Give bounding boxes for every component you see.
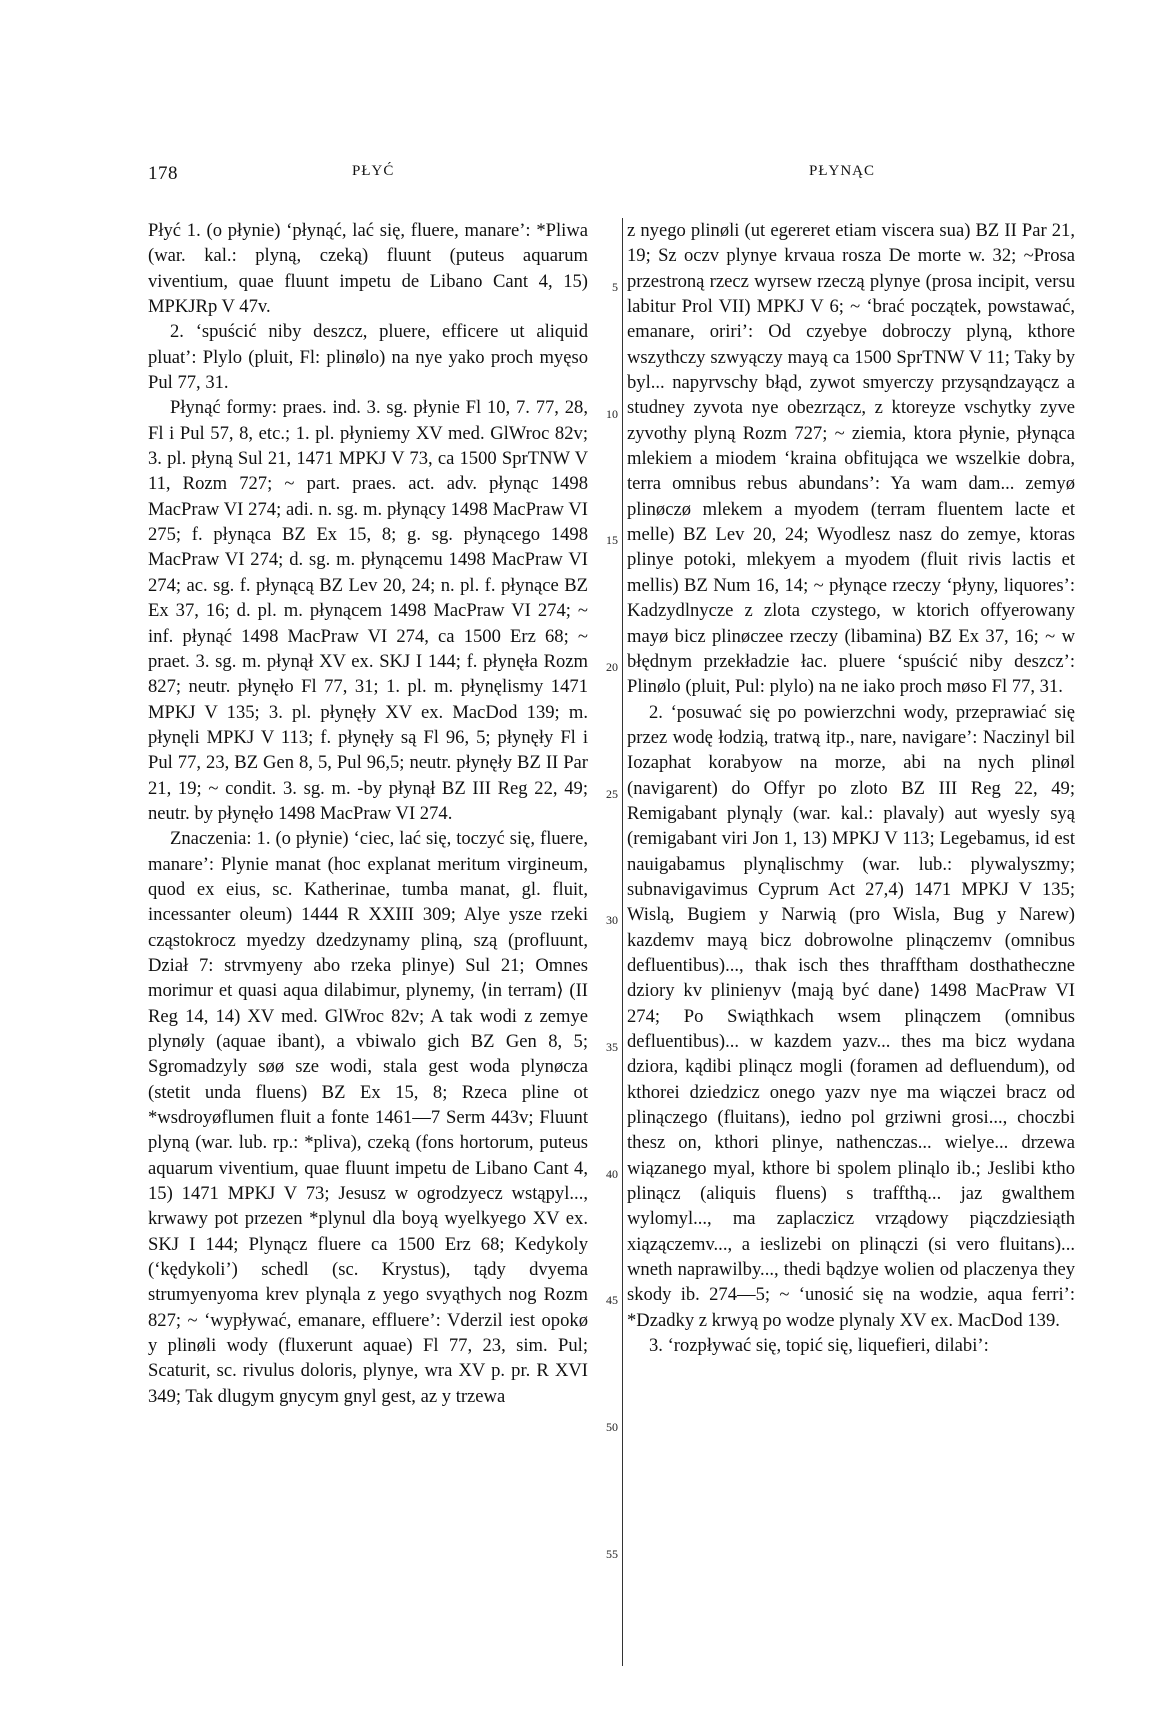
line-number: 50 bbox=[606, 1420, 618, 1434]
line-number: 40 bbox=[606, 1167, 618, 1181]
line-number: 5 bbox=[612, 280, 618, 294]
running-head-right: PŁYNĄC bbox=[809, 163, 876, 179]
entry-plyc-sense-1: Płyć 1. (o płynie) ʻpłynąć, lać się, fluere, manareʼ: *Pliwa (war. kal.: plyną, czeką) fluunt (puteus aquarum viventium, quae fluunt impetu de Libano Cant 4, 15) MPKJRp V 47v. bbox=[148, 220, 588, 318]
page-number: 178 bbox=[148, 163, 178, 184]
line-number: 30 bbox=[606, 913, 618, 927]
line-number-gutter bbox=[594, 218, 624, 1678]
entry-plynac-meanings-cont: z nyego plinøli (ut egereret etiam viscera sua) BZ II Par 21, 19; Sz oczv plynye krvaua rosza De morte w. 32; ~Prosa przestroną rzecz wyrsew rzeczą plynye (prosa incipit, versu labitur Prol VII) MPKJ V 6; ~ ʻbrać początek, powstawać, emanare, oririʼ: Od czyebye dobroczy plyną, kthore wszythczy szwyączy mayą ca 1500 SprTNW V 11; Taky by byl... napyrvschy błąd, zywot smyerczy przysąndzayącz a studney zyvota nye obezrzącz, z ktoreyze vschytky zyve zyvothy plyną Rozm 727; ~ ziemia, ktora płynie, płynąca mlekiem a miodem ʻkraina obfitująca we wszelkie dobra, terra omnibus rebus abundansʼ: Ya wam dam... zemyø plinøczø mlekem a myodem (terram fluentem lacte et melle) BZ Lev 20, 24; Wyodlesz nasz do zemye, ktoras plinye potoki, mlekyem a myodem (fluit rivis lactis et mellis) BZ Num 16, 14; ~ płynące rzeczy ʻpłyny, liquoresʼ: Kadzydlnycze z zlota czystego, w ktorich offyerowany mayø bicz plinøczee rzeczy (libamina) BZ Ex 37, 16; ~ w błędnym przekładzie łac. pluere ʻspuścić niby deszczʼ: Plinølo (pluit, Pul: plylo) na ne iako proch møso Fl 77, 31. bbox=[627, 220, 1075, 698]
line-number: 20 bbox=[606, 660, 618, 674]
running-head-left: PŁYĆ bbox=[352, 163, 395, 179]
line-number: 35 bbox=[606, 1040, 618, 1054]
line-number: 25 bbox=[606, 787, 618, 801]
entry-plynac-sense-3: 3. ʻrozpływać się, topić się, liquefieri, dilabiʼ: bbox=[649, 1335, 989, 1357]
line-number: 45 bbox=[606, 1293, 618, 1307]
entry-plyc-sense-2: 2. ʻspuścić niby deszcz, pluere, efficere ut aliquid pluatʼ: Plylo (pluit, Fl: plinølo) na nye yako proch myęso Pul 77, 31. bbox=[148, 321, 588, 394]
line-number: 15 bbox=[606, 533, 618, 547]
entry-plynac-meanings: Znaczenia: 1. (o płynie) ʻciec, lać się, toczyć się, fluere, manareʼ: Plynie manat (hoc explanat meritum virgineum, quod ex eius, sc. Katherinae, tumba manat, gl. fluit, incessanter oleum) 1444 R XXIII 309; Alye ysze rzeki cząstokrocz myedzy dzedzynamy pliną, szą (profluunt, Dział 7: strvmyeny abo rzeka plinye) Sul 21; Omnes morimur et quasi aqua dilabimur, plynemy, ⟨in terram⟩ (II Reg 14, 14) XV med. GlWroc 82v; A tak wodi z zemye plynøly (aquae ibant), a vbiwalo gich BZ Gen 8, 5; Sgromadzyly søø sze wodi, stala gest woda plynøcza (stetit unda fluens) BZ Ex 15, 8; Rzeca pline ot *wsdroyøflumen fluit a fonte 1461—7 Serm 443v; Fluunt plyną (war. lub. rp.: *pliva), czeką (fons hortorum, puteus aquarum viventium, quae fluunt impetu de Libano Cant 4, 15) 1471 MPKJ V 73; Jesusz w ogrodzyecz wstąpyl..., krwawy pot przezen *plynul dla boyą wyelkyego XV ex. SKJ I 144; Plynącz fluere ca 1500 Erz 68; Kedykoly (ʻkędykoliʼ) schedl (sc. Krystus), tądy dvyema strumyenyoma krev plynąla z yego svyąthych nog Rozm 827; ~ ʻwypływać, emanare, effluereʼ: Vderzil iest opokø y plinøli wody (fluxerunt aquae) Fl 77, 23, sim. Pul; Scaturit, sc. rivulus doloris, plynye, wra XV p. pr. R XVI 349; Tak dlugym gnycym gnyl gest, az y trzewa bbox=[148, 828, 588, 1407]
right-column bbox=[627, 218, 1075, 1678]
line-number: 55 bbox=[606, 1547, 618, 1561]
entry-plynac-forms: Płynąć formy: praes. ind. 3. sg. płynie Fl 10, 7. 77, 28, Fl i Pul 57, 8, etc.; 1. pl. płyniemy XV med. GlWroc 82v; 3. pl. płyną Sul 21, 1471 MPKJ V 73, ca 1500 SprTNW V 11, Rozm 727; ~ part. praes. act. adv. płynąc 1498 MacPraw VI 274; adi. n. sg. m. płynący 1498 MacPraw VI 275; f. płynąca BZ Ex 15, 8; g. sg. płynącego 1498 MacPraw VI 274; d. sg. m. płynącemu 1498 MacPraw VI 274; ac. sg. f. płynącą BZ Lev 20, 24; n. pl. f. płynące BZ Ex 37, 16; d. pl. m. płynącem 1498 MacPraw VI 274; ~ inf. płynąć 1498 MacPraw VI 274, ca 1500 Erz 68; ~ praet. 3. sg. m. płynął XV ex. SKJ I 144; f. płynęła Rozm 827; neutr. płynęło Fl 77, 31; 1. pl. m. płynęlismy 1471 MPKJ V 135; 3. pl. płynęły XV ex. MacDod 139; m. płynęli MPKJ V 113; f. płynęły są Fl 96, 5; płynęły Fl i Pul 77, 23, BZ Gen 8, 5, Pul 96,5; neutr. płynęły BZ II Par 21, 19; ~ condit. 3. sg. m. -by płynął BZ III Reg 22, 49; neutr. by płynęło 1498 MacPraw VI 274. bbox=[148, 397, 588, 824]
entry-plynac-sense-2: 2. ʻposuwać się po powierzchni wody, przeprawiać się przez wodę łodzią, tratwą itp., nare, navigareʼ: Naczinyl bil Iozaphat korabyow na morze, abi na nych plinøl (navigarent) do Offyr po zloto BZ III Reg 22, 49; Remigabant plynąly (war. kal.: plavaly) aut wyesly syą (remigabant viri Jon 1, 13) MPKJ V 113; Legebamus, id est nauigabamus plynąlischmy (war. lub.: plywalyszmy; subnavigavimus Cyprum Act 27,4) 1471 MPKJ V 135; Wislą, Bugiem y Narwią (pro Wisla, Bug y Narew) kazdemv mayą bicz dobrowolne plinączemv (omnibus defluentibus)..., thak isch thes thrafftham dosthatheczne dziory kv plinienyv ⟨mają być dane⟩ 1498 MacPraw VI 274; Po Swiąthkach wsem plinączem (omnibus defluentibus)... w kazdem yazv... thes ma bicz wydana dziora, kądibi plinącz mogli (foramen ad defluendum), od kthorei dziedzicz onego yazv nye ma wiączei bracz od plinączego (fluitans), iedno pol grziwni grosi..., choczbi thesz on, kthori plinye, nathenczas... wielye... drzewa wiązanego myal, kthore bi spolem plinąlo ib.; Jeslibi ktho plinącz (aliquis fluens) s traffthą... jaz gwalthem wylomyl..., ma zaplaczicz vrządowy piączdziesiąth xiązączemv..., a ieslizebi on plinączi (si vero fluitans)... wneth naprawilby..., thedi bądzye wolien od placzenya they skody ib. 274—5; ~ ʻunosić się na wodzie, aqua ferriʼ: *Dzadky z krwyą po wodze plynaly XV ex. MacDod 139. bbox=[627, 701, 1075, 1331]
left-column bbox=[148, 218, 588, 1678]
column-divider bbox=[622, 218, 623, 1666]
line-number: 10 bbox=[606, 407, 618, 421]
